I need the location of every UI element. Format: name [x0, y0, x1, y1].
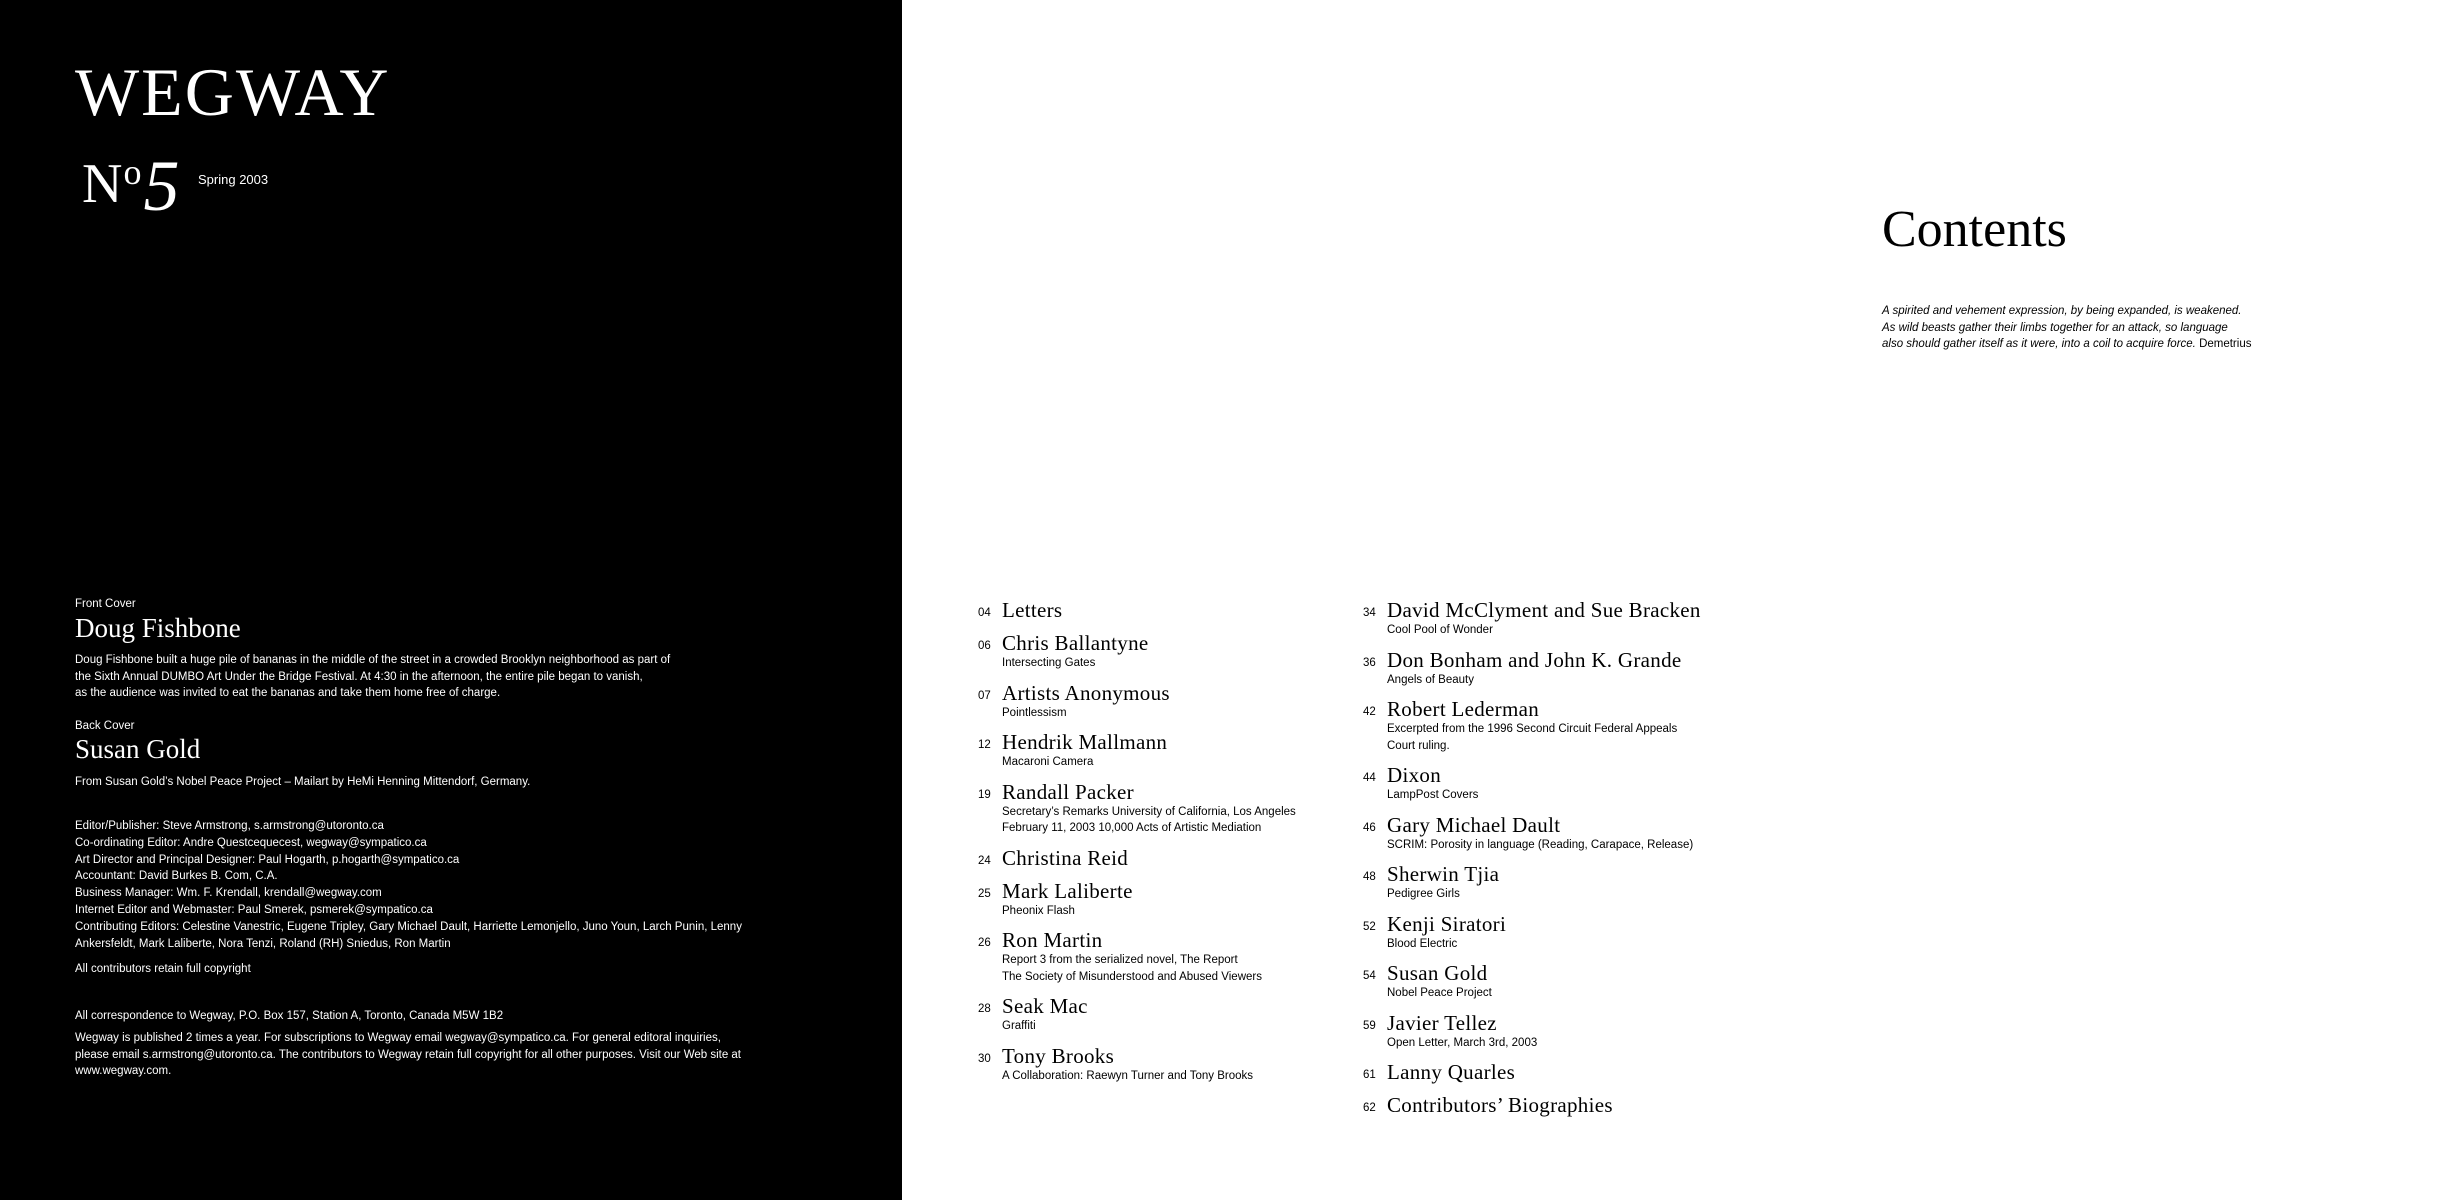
back-cover-label: Back Cover: [75, 720, 135, 732]
issue-number-value: 5: [143, 146, 180, 226]
epigraph-line: A spirited and vehement expression, by being expanded, is weakened.: [1882, 305, 2242, 317]
toc-subtitle: LampPost Covers: [1387, 789, 1479, 801]
toc-title: Kenji Siratori: [1387, 911, 1507, 936]
toc-subtitle: Nobel Peace Project: [1387, 987, 1492, 999]
toc-subtitle: Excerpted from the 1996 Second Circuit Federal Appeals: [1387, 723, 1678, 735]
toc-subtitle: Blood Electric: [1387, 937, 1458, 950]
toc-title: Don Bonham and John K. Grande: [1387, 647, 1682, 672]
toc-entry: [968, 780, 1348, 837]
credit-line: Editor/Publisher: Steve Armstrong, s.armstrong@utoronto.ca: [75, 820, 384, 832]
credit-line: Ankersfeldt, Mark Laliberte, Nora Tenzi, Roland (RH) Sniedus, Ron Martin: [75, 937, 451, 950]
toc-page-number: 52: [1363, 920, 1376, 933]
toc-entry: [1353, 598, 1763, 639]
publication-info-line: www.wegway.com.: [75, 1065, 172, 1077]
toc-title: Randall Packer: [1002, 779, 1134, 804]
toc-subtitle: Pheonix Flash: [1002, 904, 1075, 917]
toc-entry: [1353, 763, 1763, 804]
correspondence-address: All correspondence to Wegway, P.O. Box 157, Station A, Toronto, Canada M5W 1B2: [75, 1010, 504, 1022]
toc-page-number: 04: [978, 607, 991, 619]
toc-title: Susan Gold: [1387, 961, 1488, 985]
toc-subtitle: Report 3 from the serialized novel, The Report: [1002, 954, 1238, 966]
toc-title: Dixon: [1387, 763, 1441, 787]
toc-subtitle: The Society of Misunderstood and Abused Viewers: [1002, 970, 1262, 983]
toc-subtitle: Pedigree Girls: [1387, 888, 1460, 900]
front-cover-description-line: as the audience was invited to eat the bananas and take them home free of charge.: [75, 687, 501, 699]
toc-title: Christina Reid: [1002, 845, 1129, 870]
toc-page-number: 24: [978, 854, 991, 867]
toc-entry: [968, 928, 1348, 985]
toc-subtitle: Macaroni Camera: [1002, 756, 1094, 768]
toc-entry: [968, 598, 1348, 622]
toc-page-number: 12: [978, 739, 991, 751]
toc-title: Letters: [1002, 598, 1063, 622]
publication-info-line: please email s.armstrong@utoronto.ca. The contributors to Wegway retain full copyright for all other purposes. Visit our Web site at: [75, 1048, 742, 1061]
toc-page-number: 07: [978, 689, 991, 702]
toc-page-number: 48: [1363, 871, 1376, 883]
toc-title: Hendrik Mallmann: [1002, 730, 1168, 754]
toc-title: Tony Brooks: [1002, 1043, 1115, 1068]
back-cover-artist: Susan Gold: [75, 734, 201, 764]
toc-title: Seak Mac: [1002, 994, 1088, 1018]
toc-entry: [1353, 961, 1763, 1002]
toc-title: Gary Michael Dault: [1387, 812, 1561, 837]
toc-page-number: 36: [1363, 656, 1376, 669]
publication-info-line: Wegway is published 2 times a year. For subscriptions to Wegway email wegway@sympatico.ca. For general editoral inquiries,: [75, 1032, 721, 1044]
toc-page-number: 62: [1363, 1102, 1376, 1114]
toc-title: David McClyment and Sue Bracken: [1387, 598, 1701, 622]
epigraph: [1882, 303, 2442, 353]
issue-prefix-n: N: [82, 153, 123, 215]
toc-subtitle: Court ruling.: [1387, 739, 1450, 752]
toc-page-number: 46: [1363, 821, 1376, 834]
masthead-page: [0, 0, 902, 1200]
epigraph-attribution: Demetrius: [2199, 338, 2252, 350]
toc-subtitle: Graffiti: [1002, 1020, 1036, 1032]
toc-entry: [968, 846, 1348, 870]
masthead-credits: [75, 818, 845, 952]
contents-title: Contents: [1882, 201, 2067, 258]
front-cover-description-line: the Sixth Annual DUMBO Art Under the Bridge Festival. At 4:30 in the afternoon, the entire pile began to vanish,: [75, 670, 643, 683]
back-cover-description: From Susan Gold’s Nobel Peace Project – Mailart by HeMi Henning Mittendorf, Germany.: [75, 776, 531, 788]
toc-subtitle: Intersecting Gates: [1002, 657, 1096, 669]
toc-entry: [1353, 862, 1763, 903]
credit-line: Accountant: David Burkes B. Com, C.A.: [75, 870, 278, 883]
toc-subtitle: Open Letter, March 3rd, 2003: [1387, 1036, 1538, 1049]
toc-entry: [1353, 912, 1763, 953]
front-cover-description: [75, 652, 835, 702]
toc-subtitle: Pointlessism: [1002, 706, 1067, 719]
toc-page-number: 61: [1363, 1069, 1376, 1081]
toc-entry: [968, 879, 1348, 920]
toc-entry: [968, 681, 1348, 722]
toc-subtitle: Cool Pool of Wonder: [1387, 624, 1493, 636]
toc-title: Chris Ballantyne: [1002, 631, 1149, 655]
toc-page-number: 19: [978, 788, 991, 801]
toc-entry: [968, 730, 1348, 771]
toc-page-number: 54: [1363, 970, 1376, 982]
toc-entry: [968, 1044, 1348, 1085]
credit-line: Art Director and Principal Designer: Paul Hogarth, p.hogarth@sympatico.ca: [75, 853, 460, 866]
toc-entry: [1353, 1060, 1763, 1084]
toc-title: Artists Anonymous: [1002, 680, 1170, 705]
epigraph-text: also should gather itself as it were, into a coil to acquire force.: [1882, 338, 2196, 350]
toc-entry: [1353, 697, 1763, 754]
credit-line: Co-ordinating Editor: Andre Questcequecest, wegway@sympatico.ca: [75, 836, 427, 849]
toc-page-number: 26: [978, 937, 991, 949]
toc-title: Robert Lederman: [1387, 697, 1540, 721]
issue-season: Spring 2003: [198, 172, 269, 187]
credit-line: Internet Editor and Webmaster: Paul Smerek, psmerek@sympatico.ca: [75, 903, 433, 916]
front-cover-artist: Doug Fishbone: [75, 613, 241, 643]
toc-title: Javier Tellez: [1387, 1010, 1497, 1035]
toc-subtitle: Angels of Beauty: [1387, 673, 1474, 686]
toc-column-1: [968, 598, 1348, 1093]
toc-subtitle: Secretary’s Remarks University of California, Los Angeles: [1002, 805, 1296, 818]
toc-page-number: 28: [978, 1003, 991, 1015]
epigraph-line: As wild beasts gather their limbs together for an attack, so language: [1882, 321, 2228, 334]
toc-page-number: 25: [978, 887, 991, 900]
toc-subtitle: A Collaboration: Raewyn Turner and Tony Brooks: [1002, 1069, 1254, 1082]
toc-entry: [1353, 1011, 1763, 1052]
toc-entry: [1353, 1093, 1763, 1117]
credit-line: Contributing Editors: Celestine Vanestric, Eugene Tripley, Gary Michael Dault, Harriette Lemonjello, Juno Youn, Larch Punin, Lenny: [75, 920, 742, 933]
toc-entry: [968, 994, 1348, 1035]
front-cover-description-line: Doug Fishbone built a huge pile of bananas in the middle of the street in a crowded Brooklyn neighborhood as part of: [75, 654, 671, 666]
magazine-title: WEGWAY: [75, 54, 391, 130]
toc-title: Sherwin Tjia: [1387, 862, 1500, 886]
issue-number: [82, 146, 180, 226]
publication-info: [75, 1030, 845, 1080]
toc-page-number: 42: [1363, 706, 1376, 718]
toc-entry: [1353, 813, 1763, 854]
toc-page-number: 06: [978, 640, 991, 652]
toc-page-number: 30: [978, 1052, 991, 1065]
toc-title: Mark Laliberte: [1002, 878, 1133, 903]
credit-line: Business Manager: Wm. F. Krendall, krendall@wegway.com: [75, 887, 382, 900]
toc-page-number: 59: [1363, 1019, 1376, 1032]
copyright-note: All contributors retain full copyright: [75, 963, 251, 975]
toc-title: Contributors’ Biographies: [1387, 1093, 1613, 1117]
toc-entry: [1353, 648, 1763, 689]
toc-entry: [968, 631, 1348, 672]
toc-title: Ron Martin: [1002, 928, 1103, 952]
epigraph-line: [1882, 336, 2442, 353]
front-cover-label: Front Cover: [75, 598, 136, 610]
toc-column-2: [1353, 598, 1763, 1126]
toc-page-number: 34: [1363, 607, 1376, 619]
toc-subtitle: SCRIM: Porosity in language (Reading, Carapace, Release): [1387, 838, 1694, 851]
issue-prefix-o: o: [123, 152, 142, 192]
toc-page-number: 44: [1363, 772, 1376, 784]
toc-title: Lanny Quarles: [1387, 1060, 1516, 1084]
toc-subtitle: February 11, 2003 10,000 Acts of Artistic Mediation: [1002, 822, 1262, 834]
